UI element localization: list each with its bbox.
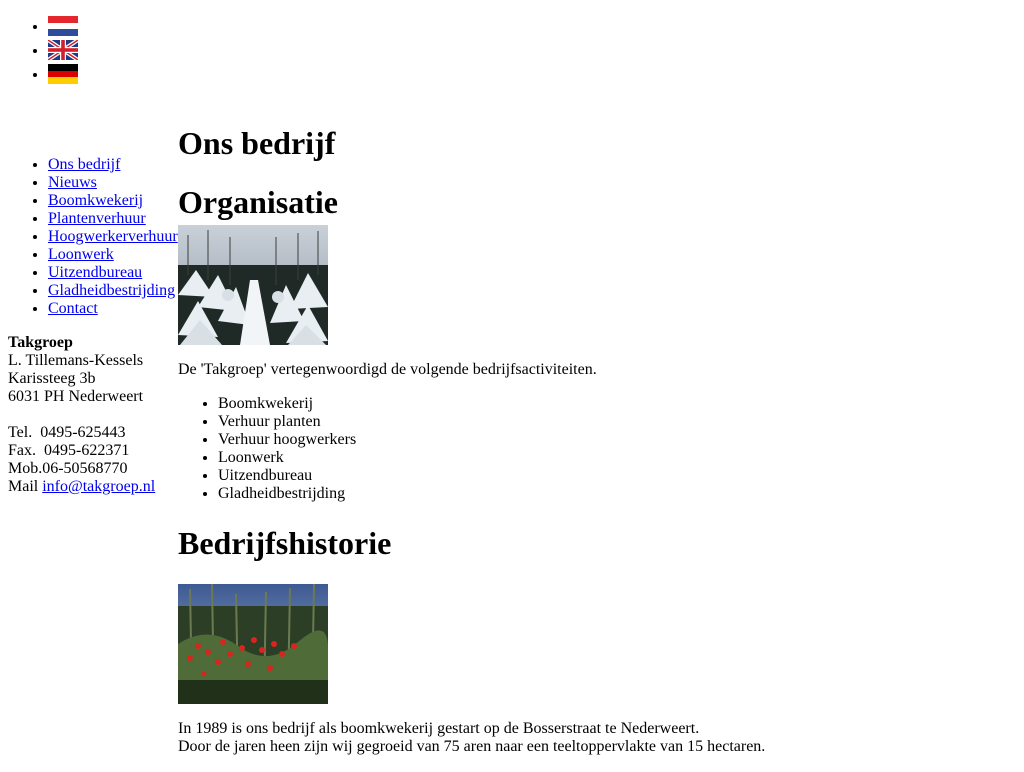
activities-list xyxy=(178,395,1008,503)
history-heading: Bedrijfshistorie xyxy=(178,525,392,561)
contact-tel: Tel. 0495-625443 xyxy=(8,424,126,441)
nav-item-uitzendbureau xyxy=(48,264,178,282)
nav-item-ons-bedrijf xyxy=(48,156,178,174)
nav-item-loonwerk xyxy=(48,246,178,264)
nav-item-contact xyxy=(48,300,178,318)
nav-link-uitzendbureau[interactable]: Uitzendbureau xyxy=(48,264,143,281)
activity-item: • Verhuur hoogwerkers xyxy=(218,431,1008,449)
activity-item: • Uitzendbureau xyxy=(218,467,1008,485)
contact-street: Karissteeg 3b xyxy=(8,370,96,387)
language-item-en xyxy=(48,40,78,64)
language-item-nl xyxy=(48,16,78,40)
nav-link-gladheidbestrijding[interactable]: Gladheidbestrijding xyxy=(48,282,176,299)
nav-link-hoogwerkerverhuur[interactable]: Hoogwerkerverhuur xyxy=(48,228,178,245)
nav-item-boomkwekerij xyxy=(48,192,178,210)
intro-text: De 'Takgroep' vertegenwoordigd de volgende bedrijfsactiviteiten. xyxy=(178,361,597,378)
contact-mob: Mob.06-50568770 xyxy=(8,460,128,477)
contact-spacer xyxy=(8,406,178,424)
left-column xyxy=(8,156,178,496)
history-line-1: In 1989 is ons bedrijf als boomkwekerij gestart op de Bosserstraat te Nederweert. xyxy=(178,720,700,737)
contact-person: L. Tillemans-Kessels xyxy=(8,352,144,369)
activity-item: • Verhuur planten xyxy=(218,413,1008,431)
activity-item: • Boomkwekerij xyxy=(218,395,1008,413)
activity-item: • Gladheidbestrijding xyxy=(218,485,1008,503)
contact-city: 6031 PH Nederweert xyxy=(8,388,144,405)
language-item-de xyxy=(48,64,78,88)
language-list xyxy=(8,16,78,88)
nav-link-loonwerk[interactable]: Loonwerk xyxy=(48,246,114,263)
activity-item: • Loonwerk xyxy=(218,449,1008,467)
nav-item-plantenverhuur xyxy=(48,210,178,228)
flag-uk-icon[interactable] xyxy=(48,40,78,60)
history-line-2: Door de jaren heen zijn wij gegroeid van 75 aren naar een teeltoppervlakte van 15 hectaren. xyxy=(178,738,766,755)
snowy-nursery-photo xyxy=(178,225,328,345)
nav-link-boomkwekerij[interactable]: Boomkwekerij xyxy=(48,192,144,209)
nav-item-nieuws xyxy=(48,174,178,192)
nav-link-plantenverhuur[interactable]: Plantenverhuur xyxy=(48,210,146,227)
main-content xyxy=(178,125,1008,772)
history-text xyxy=(178,720,1008,756)
contact-block xyxy=(8,334,178,496)
nav-link-ons-bedrijf[interactable]: Ons bedrijf xyxy=(48,156,121,173)
contact-mail-row xyxy=(8,478,178,496)
nav-item-gladheidbestrijding xyxy=(48,282,178,300)
page-title: Ons bedrijf xyxy=(178,125,336,161)
flower-field-photo xyxy=(178,584,328,704)
nav-link-contact[interactable]: Contact xyxy=(48,300,98,317)
flag-nl-icon[interactable] xyxy=(48,16,78,36)
nav-item-hoogwerkerverhuur xyxy=(48,228,178,246)
contact-mail-link[interactable]: info@takgroep.nl xyxy=(42,478,156,495)
contact-fax: Fax. 0495-622371 xyxy=(8,442,130,459)
nav-link-nieuws[interactable]: Nieuws xyxy=(48,174,97,191)
organisation-heading: Organisatie xyxy=(178,184,338,220)
company-name: Takgroep xyxy=(8,334,73,351)
contact-mail-label: Mail xyxy=(8,478,43,495)
main-nav xyxy=(8,156,178,318)
flag-de-icon[interactable] xyxy=(48,64,78,84)
